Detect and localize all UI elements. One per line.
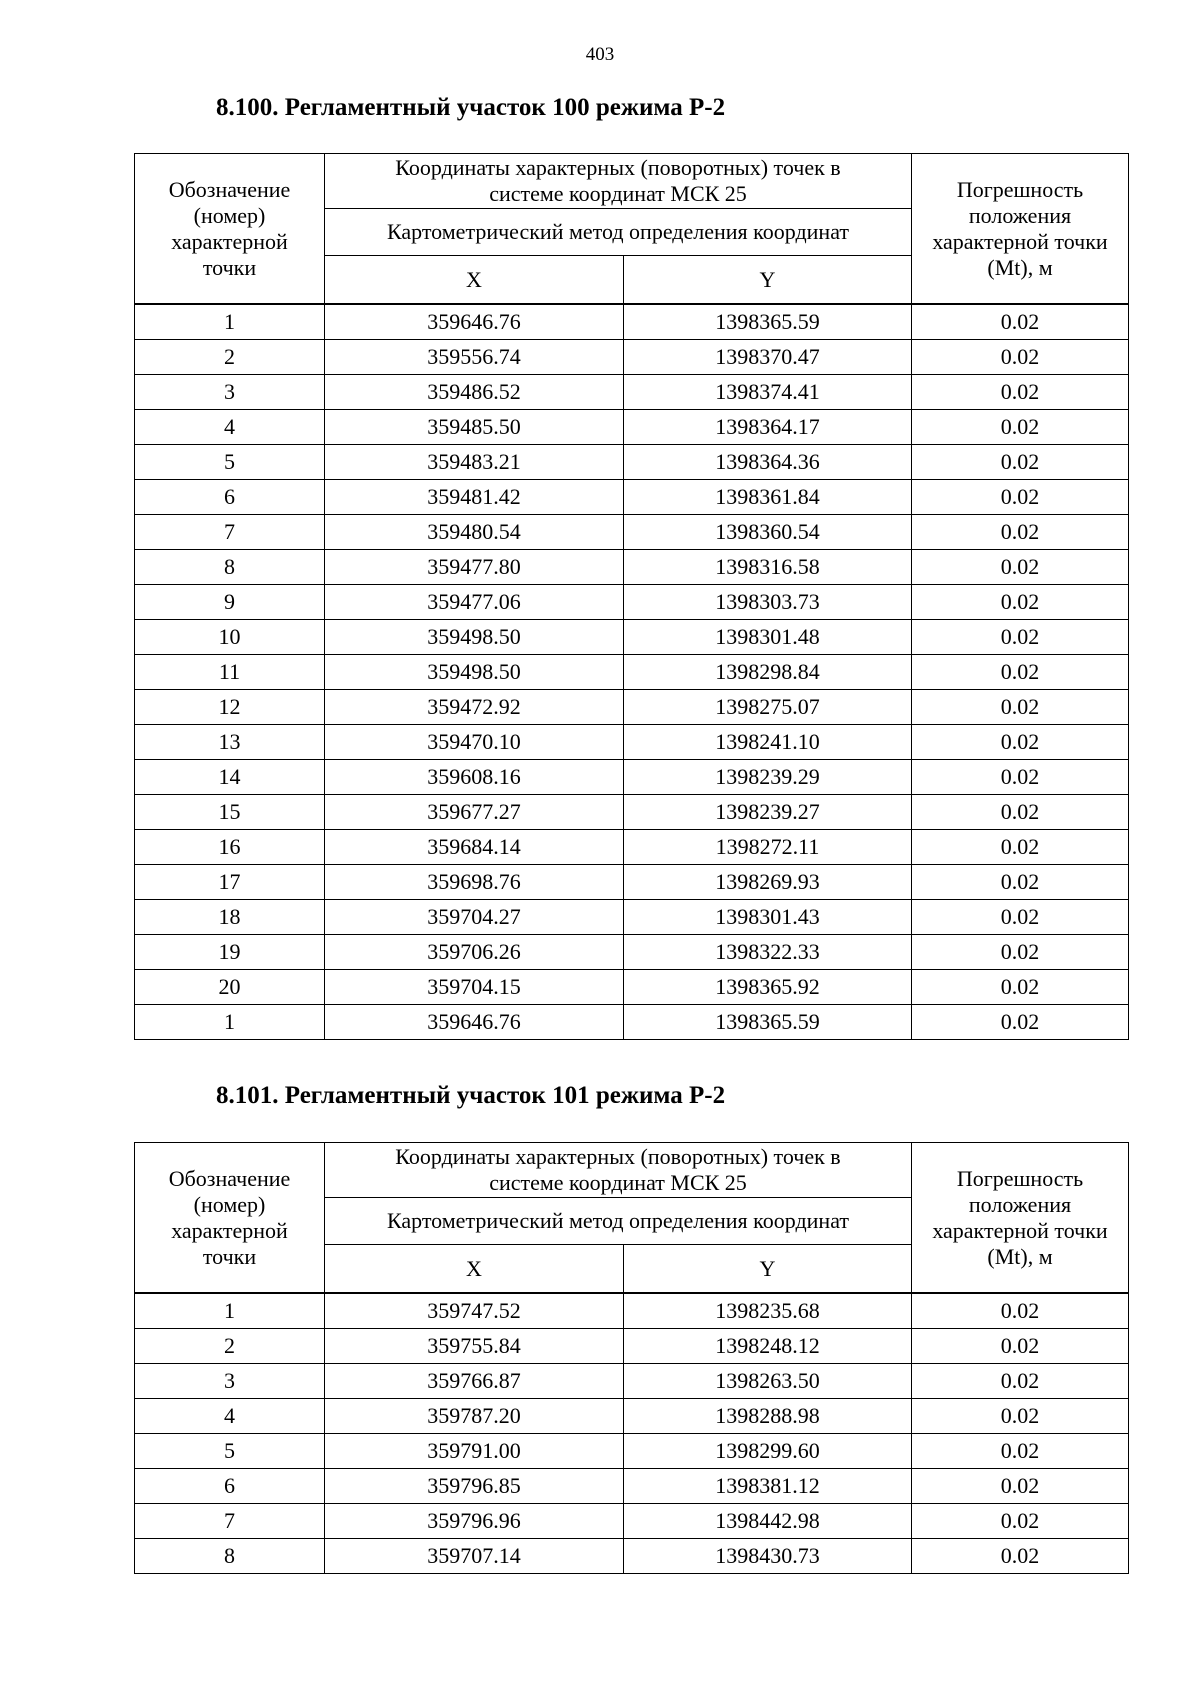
error-cell: 0.02: [912, 1504, 1129, 1539]
error-cell: 0.02: [912, 1399, 1129, 1434]
point-number-cell: 8: [135, 550, 325, 585]
table-row: [135, 970, 1129, 1005]
y-coordinate-cell: 1398303.73: [624, 585, 912, 620]
x-coordinate-cell: 359480.54: [325, 515, 624, 550]
error-cell: 0.02: [912, 515, 1129, 550]
y-coordinate-cell: 1398288.98: [624, 1399, 912, 1434]
error-cell: 0.02: [912, 935, 1129, 970]
point-number-cell: 11: [135, 655, 325, 690]
error-cell: 0.02: [912, 1434, 1129, 1469]
y-coordinate-cell: 1398381.12: [624, 1469, 912, 1504]
error-cell: 0.02: [912, 480, 1129, 515]
x-coordinate-cell: 359791.00: [325, 1434, 624, 1469]
y-coordinate-cell: 1398235.68: [624, 1293, 912, 1329]
point-number-cell: 2: [135, 1329, 325, 1364]
y-coordinate-cell: 1398360.54: [624, 515, 912, 550]
point-number-cell: 7: [135, 515, 325, 550]
x-coordinate-cell: 359704.27: [325, 900, 624, 935]
point-number-cell: 6: [135, 1469, 325, 1504]
section-heading-100: 8.100. Регламентный участок 100 режима Р-2: [216, 94, 726, 121]
header-y: Y: [624, 256, 912, 305]
point-number-cell: 1: [135, 1005, 325, 1040]
x-coordinate-cell: 359472.92: [325, 690, 624, 725]
y-coordinate-cell: 1398275.07: [624, 690, 912, 725]
y-coordinate-cell: 1398374.41: [624, 375, 912, 410]
x-coordinate-cell: 359706.26: [325, 935, 624, 970]
point-number-cell: 4: [135, 410, 325, 445]
table-row: [135, 865, 1129, 900]
header-method: Картометрический метод определения координат: [325, 209, 912, 256]
table-row: [135, 690, 1129, 725]
table-row: [135, 445, 1129, 480]
error-cell: 0.02: [912, 1364, 1129, 1399]
y-coordinate-cell: 1398316.58: [624, 550, 912, 585]
x-coordinate-cell: 359481.42: [325, 480, 624, 515]
error-cell: 0.02: [912, 725, 1129, 760]
point-number-cell: 16: [135, 830, 325, 865]
error-cell: 0.02: [912, 830, 1129, 865]
y-coordinate-cell: 1398365.59: [624, 304, 912, 340]
error-cell: 0.02: [912, 445, 1129, 480]
x-coordinate-cell: 359477.06: [325, 585, 624, 620]
error-cell: 0.02: [912, 620, 1129, 655]
x-coordinate-cell: 359646.76: [325, 1005, 624, 1040]
point-number-cell: 15: [135, 795, 325, 830]
x-coordinate-cell: 359483.21: [325, 445, 624, 480]
x-coordinate-cell: 359707.14: [325, 1539, 624, 1574]
header-point-id: Обозначение (номер) характерной точки: [135, 1143, 325, 1294]
table-row: [135, 585, 1129, 620]
y-coordinate-cell: 1398322.33: [624, 935, 912, 970]
x-coordinate-cell: 359684.14: [325, 830, 624, 865]
header-coordinates: Координаты характерных (поворотных) точек в системе координат МСК 25: [325, 1143, 912, 1198]
y-coordinate-cell: 1398430.73: [624, 1539, 912, 1574]
error-cell: 0.02: [912, 375, 1129, 410]
header-x: X: [325, 256, 624, 305]
point-number-cell: 1: [135, 304, 325, 340]
table-row: [135, 655, 1129, 690]
y-coordinate-cell: 1398298.84: [624, 655, 912, 690]
coordinates-table-100: [134, 153, 1129, 1040]
coordinates-table-101: [134, 1142, 1129, 1574]
table-row: [135, 935, 1129, 970]
point-number-cell: 8: [135, 1539, 325, 1574]
x-coordinate-cell: 359477.80: [325, 550, 624, 585]
error-cell: 0.02: [912, 655, 1129, 690]
point-number-cell: 3: [135, 375, 325, 410]
point-number-cell: 4: [135, 1399, 325, 1434]
table-row: [135, 1539, 1129, 1574]
error-cell: 0.02: [912, 550, 1129, 585]
y-coordinate-cell: 1398263.50: [624, 1364, 912, 1399]
y-coordinate-cell: 1398370.47: [624, 340, 912, 375]
x-coordinate-cell: 359787.20: [325, 1399, 624, 1434]
point-number-cell: 9: [135, 585, 325, 620]
table-row: [135, 1364, 1129, 1399]
table-row: [135, 1469, 1129, 1504]
x-coordinate-cell: 359698.76: [325, 865, 624, 900]
y-coordinate-cell: 1398361.84: [624, 480, 912, 515]
section-heading-101: 8.101. Регламентный участок 101 режима Р-2: [216, 1082, 726, 1109]
table-row: [135, 1434, 1129, 1469]
page-number: 403: [585, 44, 615, 65]
y-coordinate-cell: 1398272.11: [624, 830, 912, 865]
y-coordinate-cell: 1398301.48: [624, 620, 912, 655]
x-coordinate-cell: 359766.87: [325, 1364, 624, 1399]
error-cell: 0.02: [912, 1469, 1129, 1504]
table-row: [135, 410, 1129, 445]
x-coordinate-cell: 359677.27: [325, 795, 624, 830]
error-cell: 0.02: [912, 1539, 1129, 1574]
error-cell: 0.02: [912, 304, 1129, 340]
point-number-cell: 20: [135, 970, 325, 1005]
error-cell: 0.02: [912, 340, 1129, 375]
point-number-cell: 1: [135, 1293, 325, 1329]
y-coordinate-cell: 1398241.10: [624, 725, 912, 760]
header-coordinates: Координаты характерных (поворотных) точек в системе координат МСК 25: [325, 154, 912, 209]
point-number-cell: 7: [135, 1504, 325, 1539]
y-coordinate-cell: 1398269.93: [624, 865, 912, 900]
table-row: [135, 795, 1129, 830]
table-row: [135, 375, 1129, 410]
y-coordinate-cell: 1398239.27: [624, 795, 912, 830]
y-coordinate-cell: 1398364.36: [624, 445, 912, 480]
table-row: [135, 340, 1129, 375]
table-row: [135, 550, 1129, 585]
table-row: [135, 1005, 1129, 1040]
y-coordinate-cell: 1398301.43: [624, 900, 912, 935]
y-coordinate-cell: 1398442.98: [624, 1504, 912, 1539]
x-coordinate-cell: 359498.50: [325, 620, 624, 655]
point-number-cell: 6: [135, 480, 325, 515]
error-cell: 0.02: [912, 1005, 1129, 1040]
table-row: [135, 515, 1129, 550]
table-row: [135, 830, 1129, 865]
header-x: X: [325, 1245, 624, 1294]
table-row: [135, 1293, 1129, 1329]
table-row: [135, 1504, 1129, 1539]
x-coordinate-cell: 359556.74: [325, 340, 624, 375]
error-cell: 0.02: [912, 690, 1129, 725]
x-coordinate-cell: 359498.50: [325, 655, 624, 690]
point-number-cell: 5: [135, 445, 325, 480]
error-cell: 0.02: [912, 1329, 1129, 1364]
point-number-cell: 2: [135, 340, 325, 375]
x-coordinate-cell: 359704.15: [325, 970, 624, 1005]
error-cell: 0.02: [912, 410, 1129, 445]
table-row: [135, 760, 1129, 795]
table-row: [135, 620, 1129, 655]
x-coordinate-cell: 359747.52: [325, 1293, 624, 1329]
table-row: [135, 304, 1129, 340]
error-cell: 0.02: [912, 865, 1129, 900]
table-row: [135, 480, 1129, 515]
table-row: [135, 1329, 1129, 1364]
table-body: [135, 1293, 1129, 1574]
y-coordinate-cell: 1398239.29: [624, 760, 912, 795]
y-coordinate-cell: 1398365.92: [624, 970, 912, 1005]
point-number-cell: 12: [135, 690, 325, 725]
table-row: [135, 900, 1129, 935]
table-row: [135, 1399, 1129, 1434]
x-coordinate-cell: 359796.85: [325, 1469, 624, 1504]
y-coordinate-cell: 1398248.12: [624, 1329, 912, 1364]
header-error: Погрешность положения характерной точки (Mt), м: [912, 1143, 1129, 1294]
y-coordinate-cell: 1398365.59: [624, 1005, 912, 1040]
table-body: [135, 304, 1129, 1040]
x-coordinate-cell: 359646.76: [325, 304, 624, 340]
error-cell: 0.02: [912, 970, 1129, 1005]
error-cell: 0.02: [912, 585, 1129, 620]
point-number-cell: 13: [135, 725, 325, 760]
x-coordinate-cell: 359796.96: [325, 1504, 624, 1539]
x-coordinate-cell: 359755.84: [325, 1329, 624, 1364]
table-row: [135, 725, 1129, 760]
x-coordinate-cell: 359485.50: [325, 410, 624, 445]
point-number-cell: 3: [135, 1364, 325, 1399]
error-cell: 0.02: [912, 795, 1129, 830]
point-number-cell: 10: [135, 620, 325, 655]
y-coordinate-cell: 1398364.17: [624, 410, 912, 445]
header-y: Y: [624, 1245, 912, 1294]
header-method: Картометрический метод определения координат: [325, 1198, 912, 1245]
x-coordinate-cell: 359470.10: [325, 725, 624, 760]
point-number-cell: 17: [135, 865, 325, 900]
error-cell: 0.02: [912, 900, 1129, 935]
x-coordinate-cell: 359608.16: [325, 760, 624, 795]
header-point-id: Обозначение (номер) характерной точки: [135, 154, 325, 305]
point-number-cell: 18: [135, 900, 325, 935]
error-cell: 0.02: [912, 760, 1129, 795]
error-cell: 0.02: [912, 1293, 1129, 1329]
y-coordinate-cell: 1398299.60: [624, 1434, 912, 1469]
x-coordinate-cell: 359486.52: [325, 375, 624, 410]
point-number-cell: 14: [135, 760, 325, 795]
header-error: Погрешность положения характерной точки (Mt), м: [912, 154, 1129, 305]
point-number-cell: 19: [135, 935, 325, 970]
point-number-cell: 5: [135, 1434, 325, 1469]
